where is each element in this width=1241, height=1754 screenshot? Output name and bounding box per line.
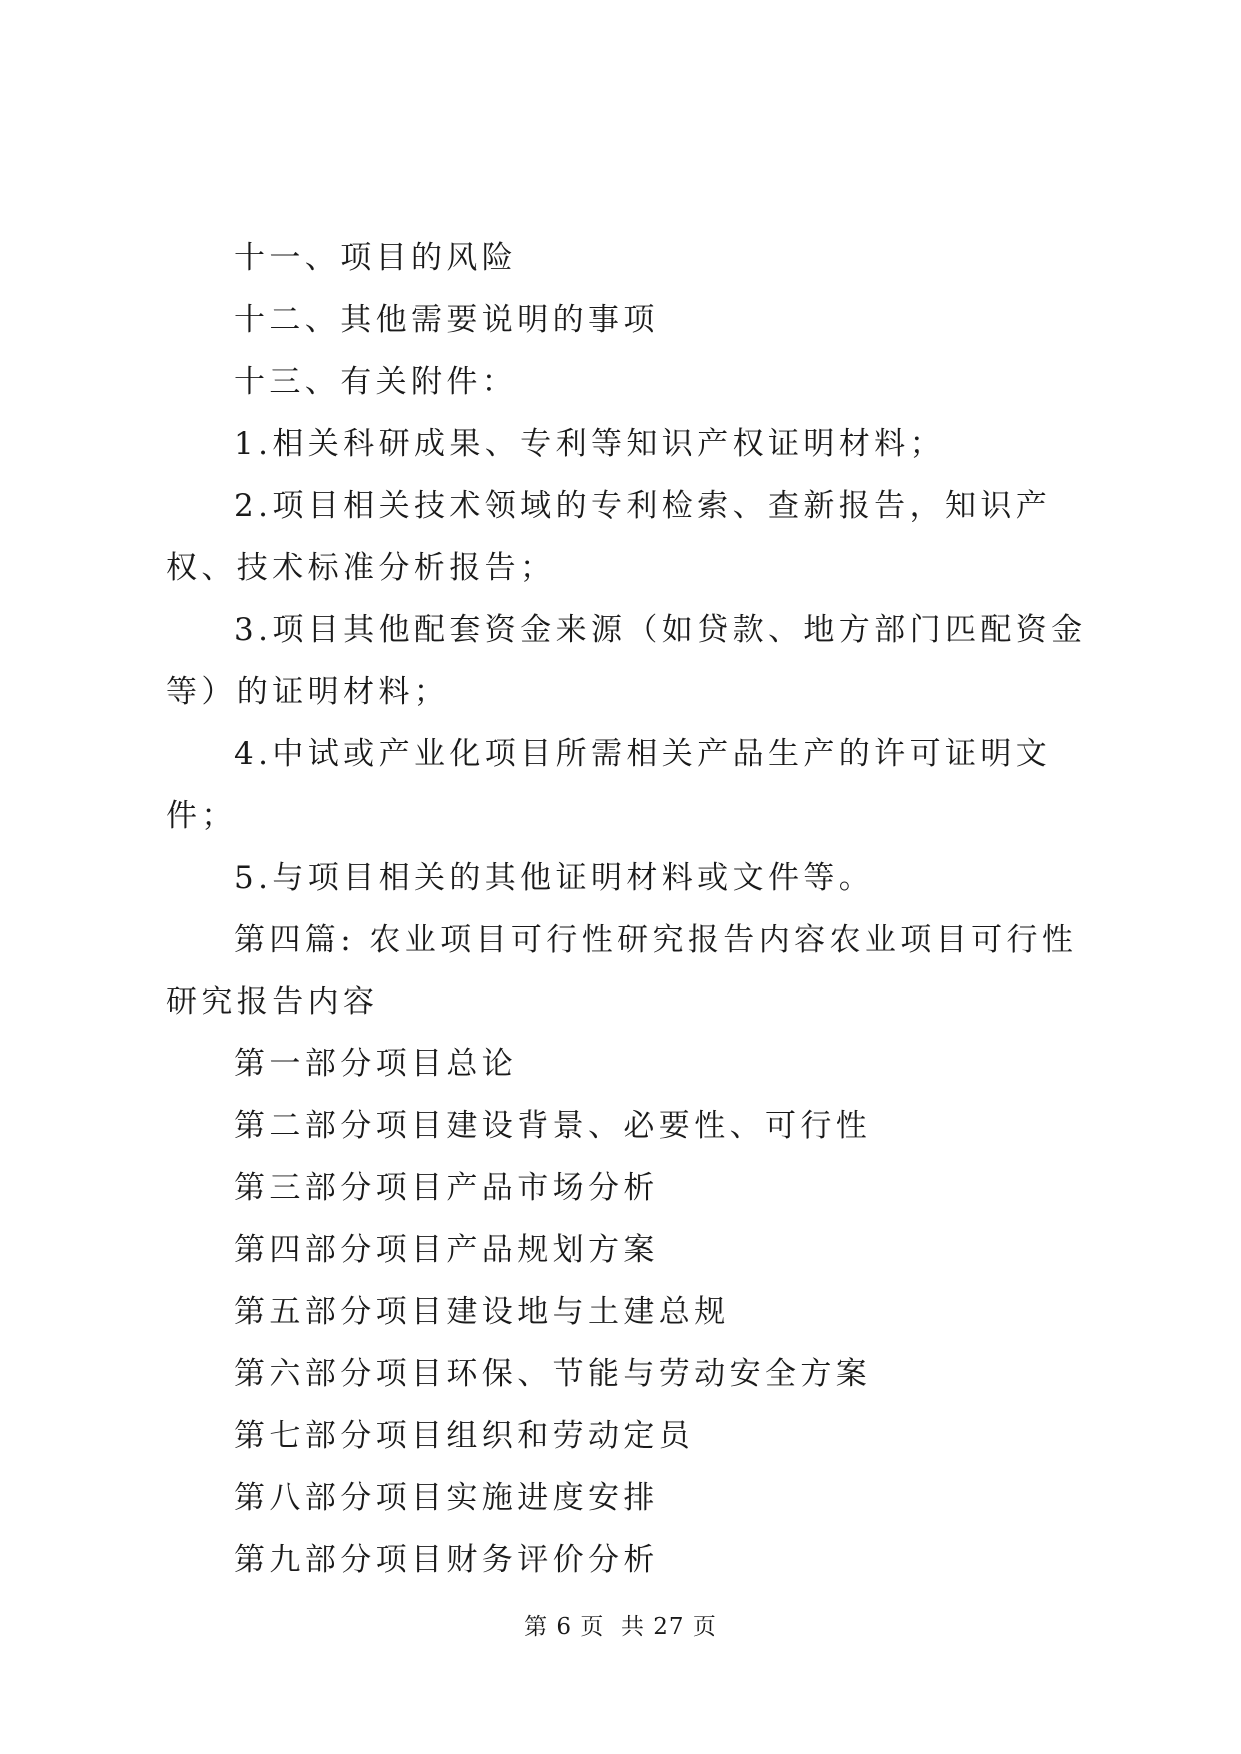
page-number-label: 第 6 页 共 27 页 bbox=[524, 1614, 717, 1640]
outline-part-3: 第三部分项目产品市场分析 bbox=[234, 1170, 659, 1206]
paragraph-attachments-heading: 十三、有关附件： bbox=[234, 364, 518, 400]
paragraph-attachment-4: 4.中试或产业化项目所需相关产品生产的许可证明文件； bbox=[166, 736, 1052, 834]
outline-part-2: 第二部分项目建设背景、必要性、可行性 bbox=[234, 1108, 872, 1144]
paragraph-attachment-2: 2.项目相关技术领域的专利检索、查新报告，知识产权、技术标准分析报告； bbox=[166, 488, 1052, 586]
paragraph-other-matters: 十二、其他需要说明的事项 bbox=[234, 302, 659, 338]
paragraph-risk: 十一、项目的风险 bbox=[234, 240, 518, 276]
outline-part-6: 第六部分项目环保、节能与劳动安全方案 bbox=[234, 1356, 872, 1392]
section-heading-part-four: 第四篇: 农业项目可行性研究报告内容农业项目可行性研究报告内容 bbox=[166, 922, 1078, 1020]
paragraph-attachment-5: 5.与项目相关的其他证明材料或文件等。 bbox=[234, 860, 875, 896]
outline-part-5: 第五部分项目建设地与土建总规 bbox=[234, 1294, 730, 1330]
document-body bbox=[166, 227, 1096, 1591]
outline-part-1: 第一部分项目总论 bbox=[234, 1046, 518, 1082]
outline-part-4: 第四部分项目产品规划方案 bbox=[234, 1232, 659, 1268]
outline-part-7: 第七部分项目组织和劳动定员 bbox=[234, 1418, 695, 1454]
page-footer bbox=[0, 1608, 1241, 1641]
paragraph-attachment-1: 1.相关科研成果、专利等知识产权证明材料； bbox=[234, 426, 945, 462]
outline-part-8: 第八部分项目实施进度安排 bbox=[234, 1480, 659, 1516]
paragraph-attachment-3: 3.项目其他配套资金来源（如贷款、地方部门匹配资金等）的证明材料； bbox=[166, 612, 1087, 710]
outline-part-9: 第九部分项目财务评价分析 bbox=[234, 1542, 659, 1578]
